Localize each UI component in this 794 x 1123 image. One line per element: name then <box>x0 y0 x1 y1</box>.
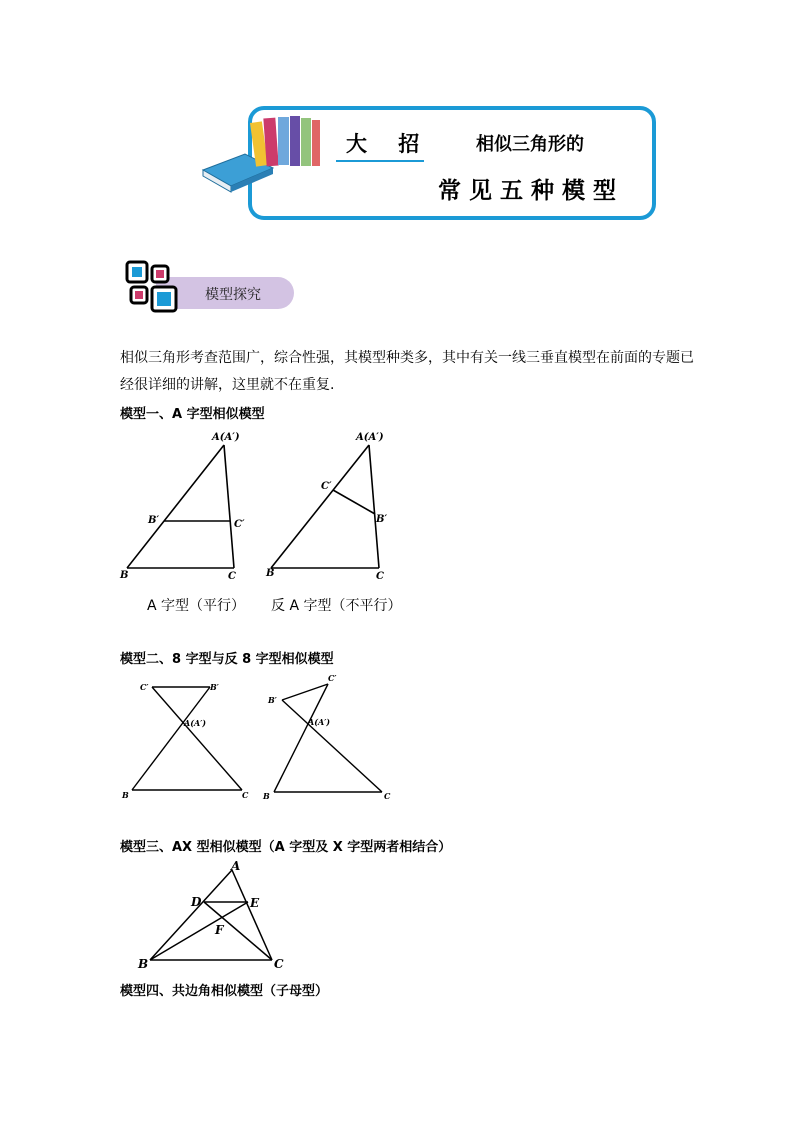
model2-figure-8 <box>118 675 258 803</box>
label-Cp: C′ <box>321 481 332 492</box>
section-tag-label: 模型探究 <box>205 287 261 303</box>
label-B: B <box>122 790 129 800</box>
model1-heading: 模型一、A 字型相似模型 <box>120 407 265 422</box>
line-CpBp <box>333 490 375 514</box>
label-Bp: B′ <box>210 682 219 692</box>
model1-figure-parallel <box>110 428 260 584</box>
model1-caption-nonparallel: 反 A 字型（不平行） <box>271 598 402 614</box>
model4-heading: 模型四、共边角相似模型（子母型） <box>120 984 329 999</box>
label-Cp: C′ <box>234 519 245 530</box>
line-CpC <box>152 687 242 790</box>
label-B: B <box>263 791 270 801</box>
label-C: C <box>376 571 384 582</box>
books-icon <box>195 112 325 196</box>
label-B: B <box>266 568 275 579</box>
label-C: C <box>384 791 391 801</box>
line-AB <box>271 445 369 568</box>
intro-paragraph: 相似三角形考查范围广，综合性强，其模型种类多，其中有关一线三垂直模型在前面的专题已经很详细的讲解，这里就不在重复. <box>120 350 694 393</box>
model3-heading: 模型三、AX 型相似模型（A 字型及 X 字型两者相结合） <box>120 840 452 855</box>
label-A: A <box>231 859 241 873</box>
model3-figure-AX <box>130 856 300 974</box>
model1-caption-parallel: A 字型（平行） <box>147 598 246 614</box>
label-C: C <box>274 957 284 971</box>
label-Cp: C′ <box>328 673 337 683</box>
model1-figure-nonparallel <box>258 428 408 584</box>
label-A: A(A′) <box>356 432 384 443</box>
label-F: F <box>215 923 224 937</box>
line-BpB <box>132 687 210 790</box>
label-Bp: B′ <box>376 514 388 525</box>
label-Bp: B′ <box>148 515 160 526</box>
line-AC <box>224 445 234 568</box>
line-AC <box>232 870 272 960</box>
label-D: D <box>191 895 202 909</box>
label-E: E <box>250 896 260 910</box>
model2-heading: 模型二、8 字型与反 8 字型相似模型 <box>120 652 334 667</box>
label-Bp: B′ <box>268 695 277 705</box>
label-A: A(A′) <box>184 718 207 728</box>
line-BE <box>150 902 248 960</box>
banner-title-underline <box>336 160 424 162</box>
grid-squares-icon <box>125 260 181 314</box>
label-C: C <box>242 790 249 800</box>
label-A: A(A′) <box>308 717 331 727</box>
label-B: B <box>120 570 129 581</box>
banner-main-title: 常见五种模型 <box>438 177 624 204</box>
line-AB <box>127 445 224 568</box>
banner-title: 大 招 <box>346 131 432 156</box>
line-AC <box>369 445 379 568</box>
label-A: A(A′) <box>212 432 240 443</box>
banner-subtitle: 相似三角形的 <box>476 134 584 155</box>
model2-figure-reverse-8 <box>260 672 400 804</box>
label-Cp: C′ <box>140 682 149 692</box>
label-C: C <box>228 571 236 582</box>
label-B: B <box>138 957 149 971</box>
